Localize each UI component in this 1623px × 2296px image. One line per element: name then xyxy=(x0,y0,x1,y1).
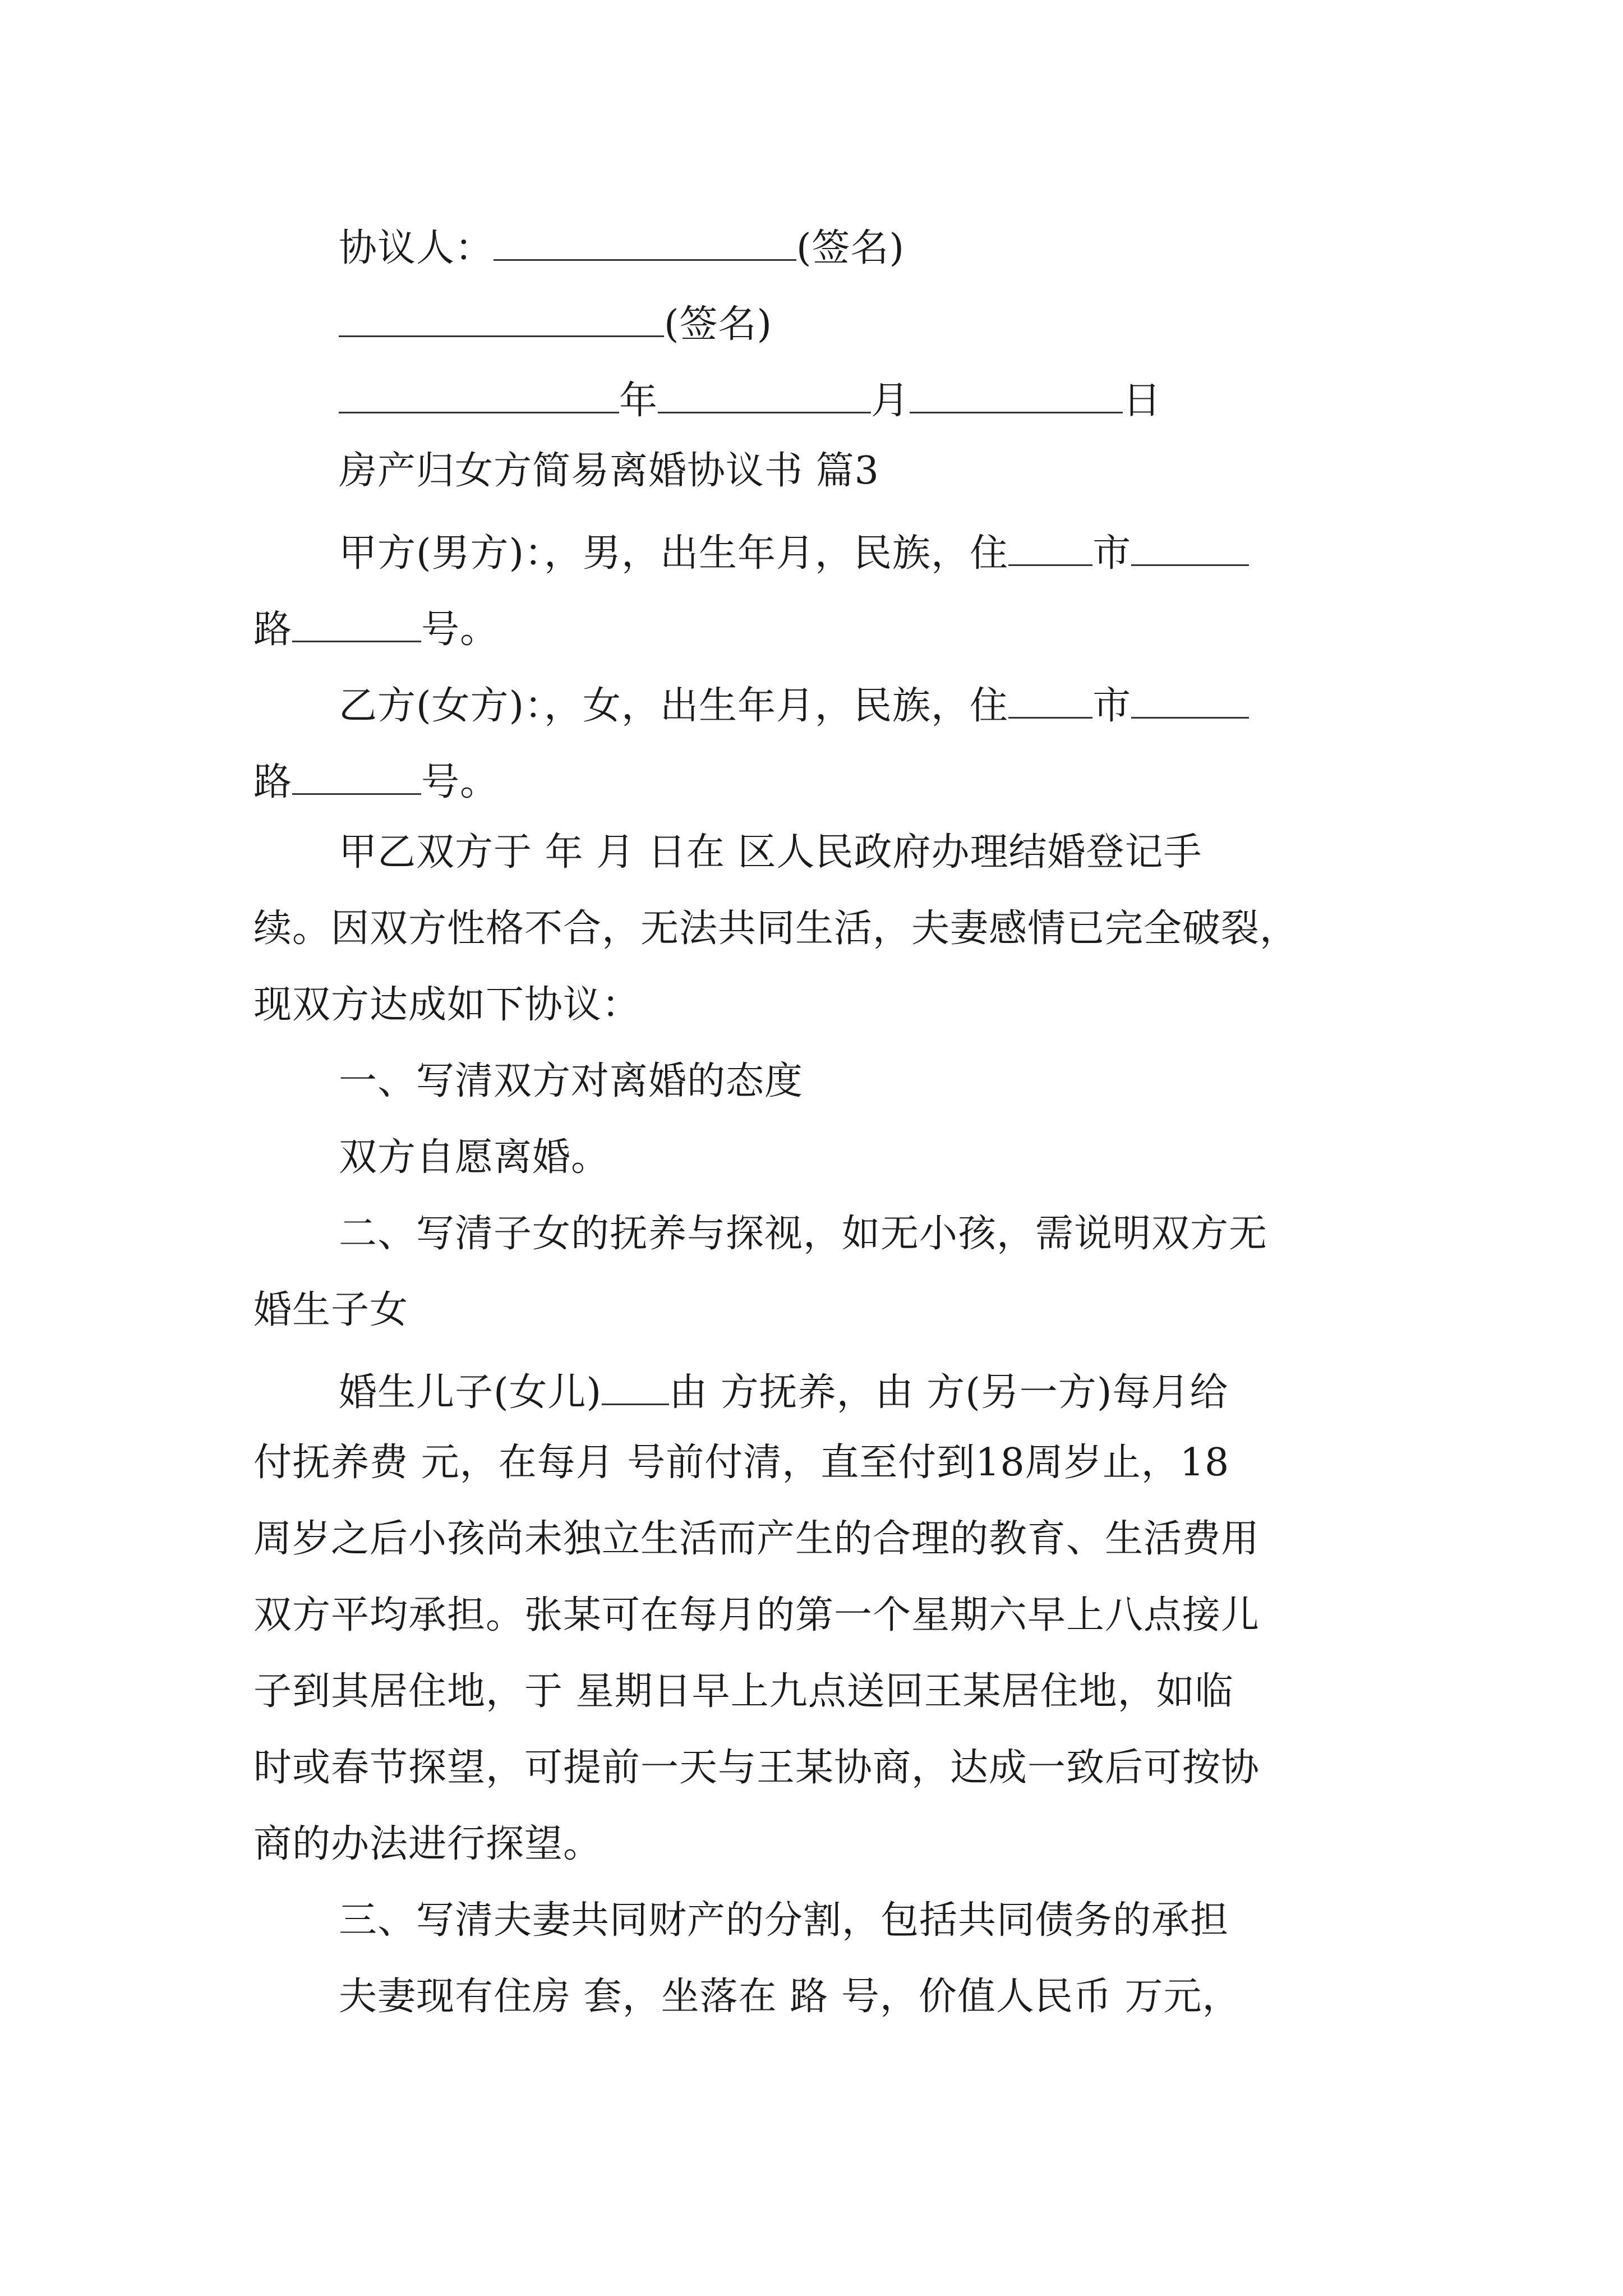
paragraph-line: 付抚养费 元，在每月 号前付清，直至付到18周岁止，18 xyxy=(253,1441,1230,1485)
city-blank xyxy=(1008,525,1092,566)
year-blank xyxy=(339,372,619,413)
signature-note: (签名) xyxy=(796,226,905,270)
date-line xyxy=(339,372,1376,424)
number-label: 号。 xyxy=(421,608,499,652)
paragraph-line: 双方自愿离婚。 xyxy=(339,1135,610,1180)
party-a-text: 甲方(男方)：，男，出生年月，民族，住 xyxy=(339,531,1009,576)
paragraph-line: 子到其居住地，于 星期日早上九点送回王某居住地，如临 xyxy=(253,1669,1234,1714)
signature-blank xyxy=(339,296,664,337)
paragraph-line: 双方平均承担。张某可在每月的第一个星期六早上八点接儿 xyxy=(253,1593,1260,1637)
signer-label: 协议人： xyxy=(339,226,494,270)
party-b-line xyxy=(339,678,1376,729)
signature-blank xyxy=(494,220,796,261)
signature-line-1 xyxy=(339,220,1376,271)
custody-text: 婚生儿子(女儿) xyxy=(339,1370,602,1415)
clause-heading: 二、写清子女的抚养与探视，如无小孩，需说明双方无 xyxy=(339,1212,1268,1256)
city-blank xyxy=(1008,678,1092,719)
party-a-line xyxy=(339,525,1376,576)
number-label: 号。 xyxy=(421,760,499,804)
year-label: 年 xyxy=(619,379,658,423)
paragraph-line: 夫妻现有住房 套，坐落在 路 号，价值人民币 万元， xyxy=(339,1975,1241,2019)
number-blank xyxy=(292,601,421,642)
paragraph-line: 周岁之后小孩尚未独立生活而产生的合理的教育、生活费用 xyxy=(253,1517,1260,1561)
section-heading: 房产归女方简易离婚协议书 篇3 xyxy=(339,449,879,493)
road-blank xyxy=(1131,678,1249,719)
party-a-address xyxy=(253,601,1375,652)
paragraph-line: 时或春节探望，可提前一天与王某协商，达成一致后可按协 xyxy=(253,1746,1260,1790)
party-b-address xyxy=(253,754,1375,805)
clause-heading: 一、写清双方对离婚的态度 xyxy=(339,1059,804,1103)
road-label: 路 xyxy=(253,760,293,804)
custody-text: 由 方抚养，由 方(另一方)每月给 xyxy=(669,1370,1229,1415)
paragraph-line: 商的办法进行探望。 xyxy=(253,1822,602,1866)
road-label: 路 xyxy=(253,608,293,652)
signature-line-2 xyxy=(339,296,1376,347)
paragraph-line: 现双方达成如下协议： xyxy=(253,983,641,1027)
signature-note: (签名) xyxy=(664,302,773,347)
month-blank xyxy=(658,372,871,413)
custody-blank xyxy=(602,1364,669,1405)
city-label: 市 xyxy=(1092,684,1132,728)
party-b-text: 乙方(女方)：，女，出生年月，民族，住 xyxy=(339,684,1009,728)
clause-heading: 三、写清夫妻共同财产的分割，包括共同债务的承担 xyxy=(339,1898,1229,1943)
month-label: 月 xyxy=(871,379,910,423)
paragraph-line: 甲乙双方于 年 月 日在 区人民政府办理结婚登记手 xyxy=(339,830,1202,875)
day-label: 日 xyxy=(1123,379,1162,423)
clause-heading-cont: 婚生子女 xyxy=(253,1288,409,1332)
road-blank xyxy=(1131,525,1249,566)
custody-line xyxy=(339,1364,1376,1415)
day-blank xyxy=(910,372,1123,413)
number-blank xyxy=(292,754,421,795)
city-label: 市 xyxy=(1092,531,1132,576)
paragraph-line: 续。因双方性格不合，无法共同生活，夫妻感情已完全破裂， xyxy=(253,907,1299,951)
